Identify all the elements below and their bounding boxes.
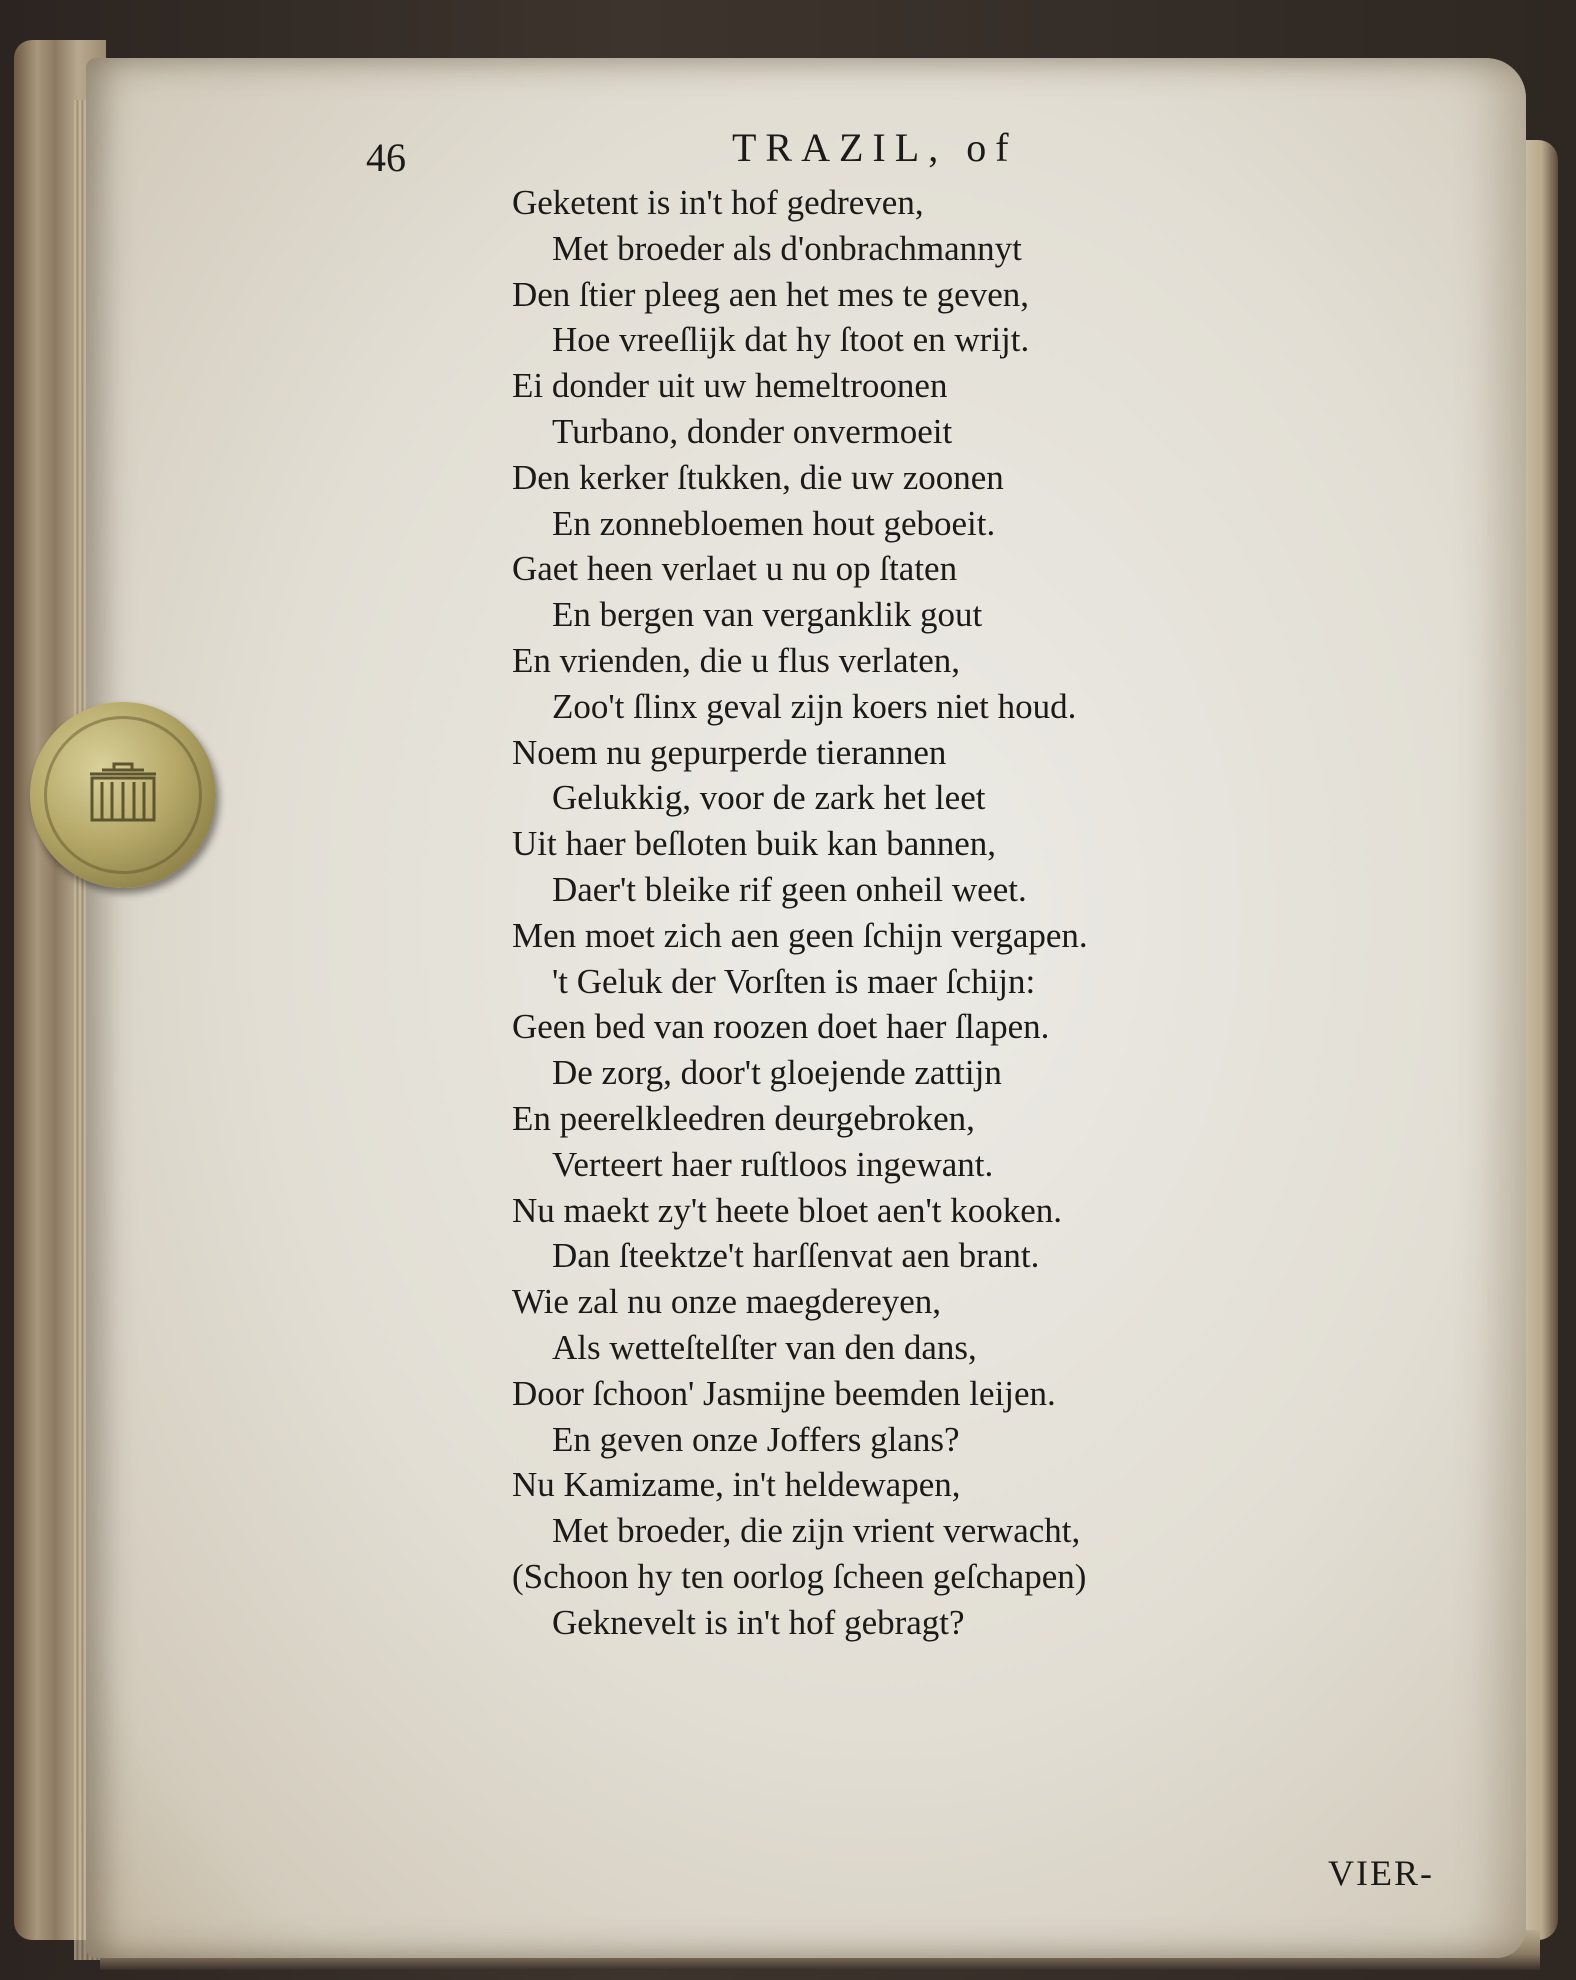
verse-line: En peerelkleedren deurgebroken, xyxy=(512,1098,975,1138)
verse-line: Noem nu gepurperde tierannen xyxy=(512,732,947,772)
verse-line: Hoe vreeſlijk dat hy ſtoot en wrijt. xyxy=(552,320,1030,360)
verse-line: Turbano, donder onvermoeit xyxy=(552,411,953,451)
verse-line: Verteert haer ruſtloos ingewant. xyxy=(552,1144,994,1184)
verse-line: Daer't bleike rif geen onheil weet. xyxy=(552,869,1027,909)
verse-line: Door ſchoon' Jasmijne beemden leijen. xyxy=(512,1373,1056,1413)
verse-line: En bergen van verganklik gout xyxy=(552,595,983,635)
brandenburg-gate-icon xyxy=(86,760,160,826)
verse-line: En vrienden, die u flus verlaten, xyxy=(512,640,961,680)
verse-line: Uit haer beſloten buik kan bannen, xyxy=(512,824,997,864)
catchword: VIER- xyxy=(1328,1853,1434,1893)
page-number: 46 xyxy=(366,135,406,180)
verse-line: En zonnebloemen hout geboeit. xyxy=(552,503,996,543)
verse-line: Gelukkig, voor de zark het leet xyxy=(552,778,986,818)
verse-line: Met broeder als d'onbrachmannyt xyxy=(552,228,1022,268)
verse-line: Zoo't ſlinx geval zijn koers niet houd. xyxy=(552,686,1077,726)
verse-line: 't Geluk der Vorſten is maer ſchijn: xyxy=(552,961,1036,1001)
verse-line: (Schoon hy ten oorlog ſcheen geſchapen) xyxy=(512,1556,1087,1596)
verse-line: Geen bed van roozen doet haer ſlapen. xyxy=(512,1007,1050,1047)
verse-line: Geknevelt is in't hof gebragt? xyxy=(552,1602,965,1642)
verse-line: Nu maekt zy't heete bloet aen't kooken. xyxy=(512,1190,1063,1230)
verse-line: Den ſtier pleeg aen het mes te geven, xyxy=(512,274,1030,314)
verse-line: Als wetteſtelſter van den dans, xyxy=(552,1327,977,1367)
verse-line: En geven onze Joffers glans? xyxy=(552,1419,960,1459)
verse-line: Nu Kamizame, in't heldewapen, xyxy=(512,1465,961,1505)
verse-line: Gaet heen verlaet u nu op ſtaten xyxy=(512,549,958,589)
verse-line: Den kerker ſtukken, die uw zoonen xyxy=(512,457,1004,497)
running-title: TRAZIL, of xyxy=(732,125,1018,170)
verse-line: Dan ſteektze't harſſenvat aen brant. xyxy=(552,1236,1040,1276)
euro-coin xyxy=(30,702,216,888)
poem-text xyxy=(512,180,1312,1646)
verse-line: Geketent is in't hof gedreven, xyxy=(512,183,924,222)
verse-line: Men moet zich aen geen ſchijn vergapen. xyxy=(512,915,1088,955)
verse-line: Wie zal nu onze maegdereyen, xyxy=(512,1282,942,1322)
verse-line: Ei donder uit uw hemeltroonen xyxy=(512,366,948,406)
page-header xyxy=(0,118,1576,178)
verse-line: De zorg, door't gloejende zattijn xyxy=(552,1053,1002,1093)
verse-line: Met broeder, die zijn vrient verwacht, xyxy=(552,1511,1081,1551)
